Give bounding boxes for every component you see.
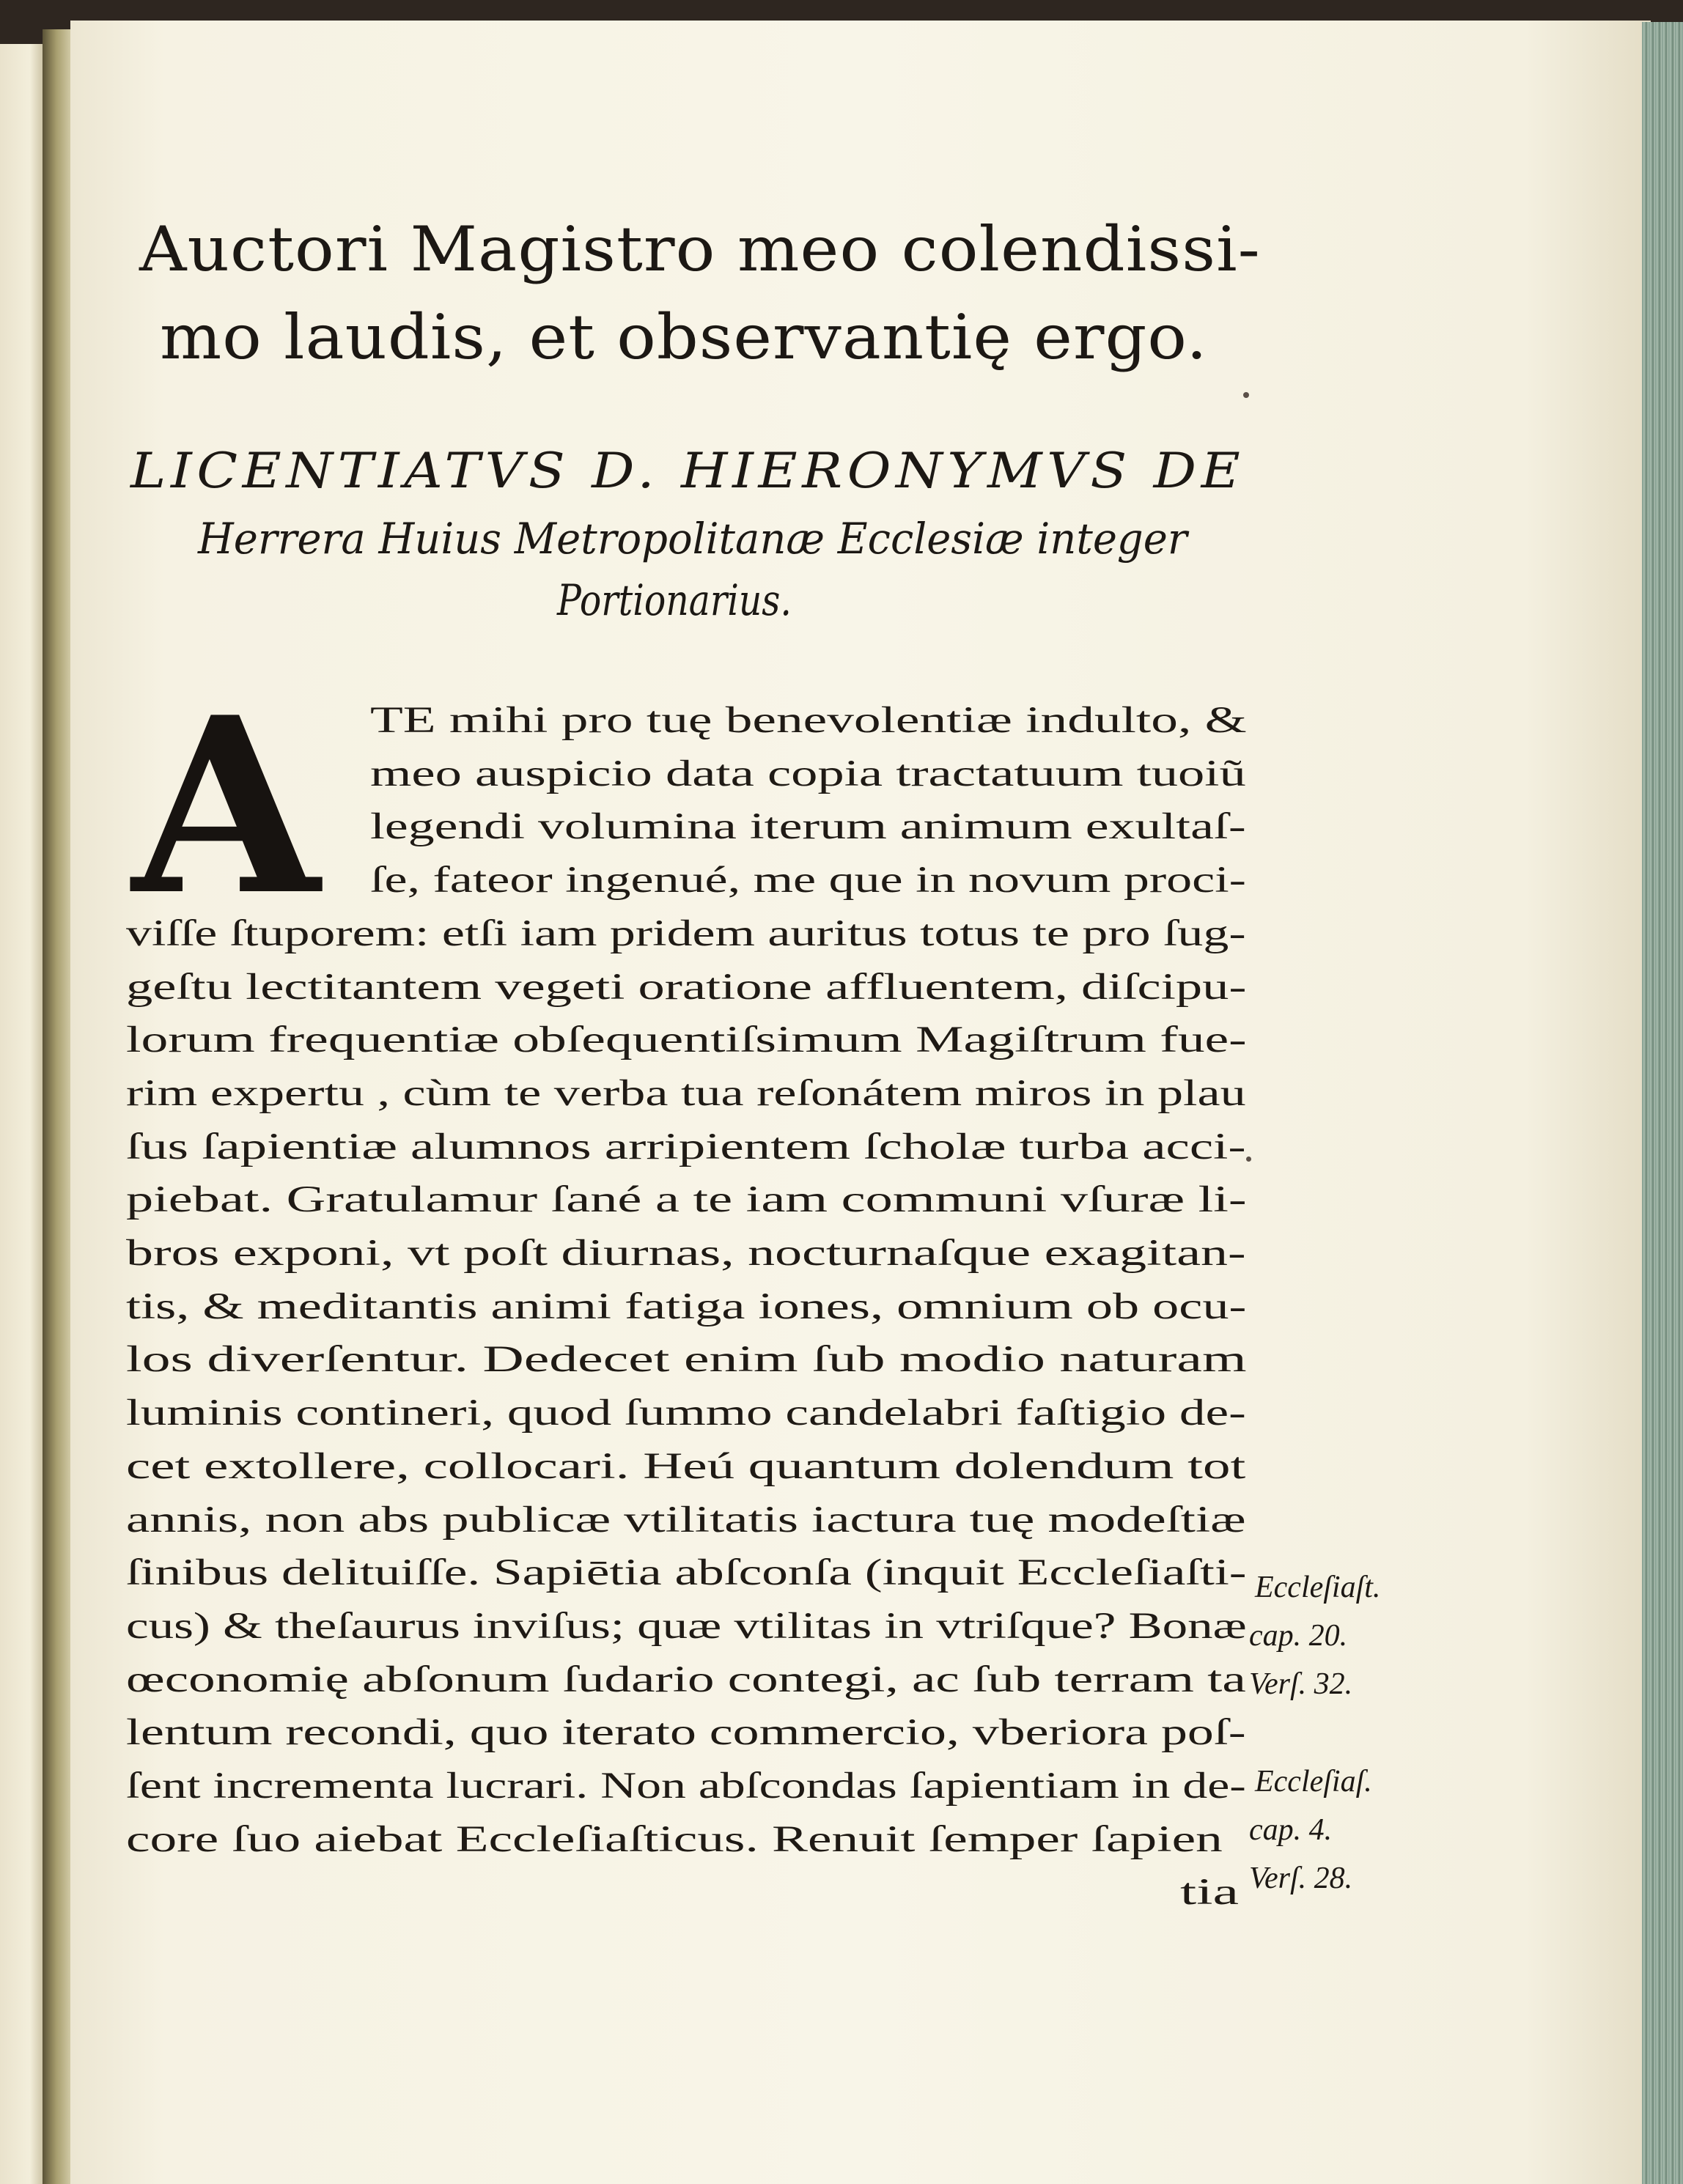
- author-line-2: Portionarius.: [557, 575, 792, 625]
- margin-note-line: cap. 20.: [1249, 1619, 1348, 1653]
- ink-speck: [1246, 1156, 1251, 1162]
- body-line: legendi volumina iterum animum exultaſ-: [370, 806, 1246, 848]
- margin-note-line: cap. 4.: [1249, 1813, 1333, 1847]
- drop-cap-initial: A: [132, 664, 320, 948]
- body-line: TE mihi pro tuę benevolentiæ indulto, &: [370, 700, 1247, 741]
- body-line: ſinibus delituiſſe. Sapiētia abſconſa (inquit Eccleſiaſti-: [126, 1552, 1247, 1594]
- margin-note-line: Verſ. 32.: [1249, 1667, 1353, 1701]
- body-line: tia: [1180, 1872, 1239, 1914]
- title-line-2: mo laudis, et observantię ergo.: [160, 301, 1208, 373]
- margin-note-line: Eccleſiaſ.: [1255, 1765, 1372, 1799]
- body-line: œconomię abſonum ſudario contegi, ac ſub terram ta: [126, 1659, 1246, 1700]
- body-line: cus) & theſaurus inviſus; quæ vtilitas in vtriſque? Bonæ: [126, 1605, 1247, 1647]
- body-line: core ſuo aiebat Eccleſiaſticus. Renuit ſemper ſapien: [126, 1818, 1223, 1860]
- body-line: lentum recondi, quo iterato commercio, vberiora poſ-: [126, 1712, 1246, 1754]
- body-line: annis, non abs publicæ vtilitatis iactura tuę modeſtiæ: [126, 1499, 1246, 1541]
- body-line: ſent incrementa lucrari. Non abſcondas ſapientiam in de-: [126, 1766, 1246, 1807]
- body-line: meo auspicio data copia tractatuum tuoiũ: [370, 753, 1246, 794]
- body-line: ſe, fateor ingenué, me que in novum proci-: [370, 860, 1246, 901]
- margin-note-line: Verſ. 28.: [1249, 1862, 1353, 1895]
- title-line-1: Auctori Magistro meo colendissi-: [139, 213, 1261, 285]
- body-line: los diverſentur. Dedecet enim ſub modio naturam: [126, 1339, 1247, 1381]
- body-line: bros exponi, vt poſt diurnas, nocturnaſque exagitan-: [126, 1233, 1246, 1274]
- body-line: viſſe ſtuporem: etſi iam pridem auritus totus te pro ſug-: [126, 912, 1246, 954]
- author-line-1: Herrera Huius Metropolitanæ Ecclesiæ integer: [198, 514, 1187, 564]
- body-line: cet extollere, collocari. Heú quantum dolendum tot: [126, 1445, 1246, 1487]
- body-line: lorum frequentiæ obſequentiſsimum Magiſtrum fue-: [126, 1019, 1247, 1061]
- margin-note-line: Eccleſiaſt.: [1255, 1571, 1381, 1604]
- ink-speck: [1243, 392, 1249, 398]
- body-line: rim expertu , cùm te verba tua reſonátem miros in plau: [126, 1072, 1246, 1114]
- body-line: piebat. Gratulamur ſané a te iam communi vſuræ li-: [126, 1179, 1247, 1221]
- body-line: ſus ſapientiæ alumnos arripientem ſcholæ turba acci-: [126, 1126, 1246, 1167]
- body-line: tis, & meditantis animi fatiga iones, omnium ob ocu-: [126, 1285, 1247, 1327]
- body-line: geſtu lectitantem vegeti oratione affluentem, diſcipu-: [126, 966, 1247, 1008]
- author-caps: LICENTIATVS D. HIERONYMVS DE: [130, 443, 1245, 499]
- body-line: luminis contineri, quod ſummo candelabri faſtigio de-: [126, 1392, 1246, 1434]
